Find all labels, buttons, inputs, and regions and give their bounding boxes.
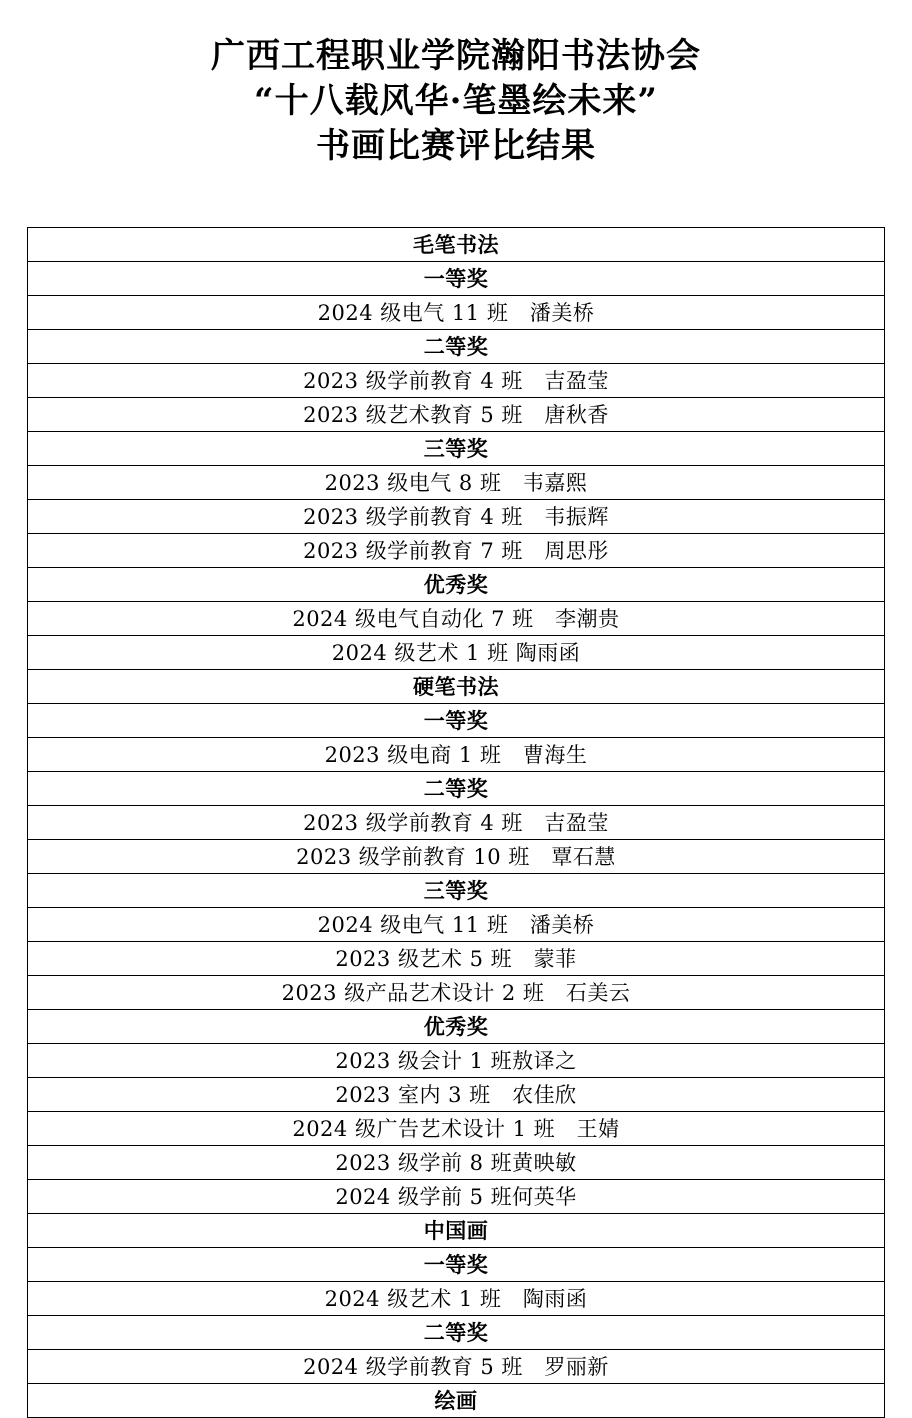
table-row	[28, 431, 885, 465]
table-row	[28, 329, 885, 363]
results-table	[27, 227, 885, 1418]
table-row	[28, 567, 885, 601]
award-heading-cell: 三等奖	[28, 873, 885, 907]
winner-entry-cell: 2024 级学前 5 班何英华	[28, 1179, 885, 1213]
table-row	[28, 737, 885, 771]
winner-entry-cell: 2024 级艺术 1 班 陶雨函	[28, 1281, 885, 1315]
winner-entry-cell: 2023 级会计 1 班敖译之	[28, 1043, 885, 1077]
table-row	[28, 941, 885, 975]
results-table-wrapper	[27, 169, 885, 1418]
table-row	[28, 1247, 885, 1281]
winner-entry-cell: 2023 级学前教育 10 班 覃石慧	[28, 839, 885, 873]
award-heading-cell: 一等奖	[28, 261, 885, 295]
category-heading-cell: 绘画	[28, 1383, 885, 1417]
winner-entry-cell: 2023 级学前教育 7 班 周思彤	[28, 533, 885, 567]
winner-entry-cell: 2024 级电气 11 班 潘美桥	[28, 295, 885, 329]
table-row	[28, 839, 885, 873]
table-row	[28, 1145, 885, 1179]
winner-entry-cell: 2023 室内 3 班 农佳欣	[28, 1077, 885, 1111]
award-heading-cell: 一等奖	[28, 1247, 885, 1281]
table-row	[28, 635, 885, 669]
award-heading-cell: 二等奖	[28, 1315, 885, 1349]
winner-entry-cell: 2024 级电气 11 班 潘美桥	[28, 907, 885, 941]
winner-entry-cell: 2023 级学前教育 4 班 韦振辉	[28, 499, 885, 533]
winner-entry-cell: 2023 级学前 8 班黄映敏	[28, 1145, 885, 1179]
table-row	[28, 771, 885, 805]
table-row	[28, 1179, 885, 1213]
table-row	[28, 1349, 885, 1383]
table-row	[28, 397, 885, 431]
table-row	[28, 703, 885, 737]
results-table-body	[28, 227, 885, 1417]
table-row	[28, 873, 885, 907]
table-row	[28, 1315, 885, 1349]
award-heading-cell: 优秀奖	[28, 1009, 885, 1043]
table-row	[28, 1213, 885, 1247]
table-row	[28, 1281, 885, 1315]
table-row	[28, 805, 885, 839]
winner-entry-cell: 2023 级电气 8 班 韦嘉熙	[28, 465, 885, 499]
table-row	[28, 1383, 885, 1417]
winner-entry-cell: 2024 级电气自动化 7 班 李潮贵	[28, 601, 885, 635]
winner-entry-cell: 2023 级电商 1 班 曹海生	[28, 737, 885, 771]
table-row	[28, 1111, 885, 1145]
category-heading-cell: 毛笔书法	[28, 227, 885, 261]
category-heading-cell: 中国画	[28, 1213, 885, 1247]
page-title	[76, 0, 836, 169]
winner-entry-cell: 2024 级广告艺术设计 1 班 王婧	[28, 1111, 885, 1145]
table-row	[28, 227, 885, 261]
award-heading-cell: 优秀奖	[28, 567, 885, 601]
winner-entry-cell: 2024 级学前教育 5 班 罗丽新	[28, 1349, 885, 1383]
winner-entry-cell: 2023 级学前教育 4 班 吉盈莹	[28, 805, 885, 839]
table-row	[28, 601, 885, 635]
table-row	[28, 363, 885, 397]
winner-entry-cell: 2023 级艺术教育 5 班 唐秋香	[28, 397, 885, 431]
winner-entry-cell: 2023 级学前教育 4 班 吉盈莹	[28, 363, 885, 397]
winner-entry-cell: 2023 级艺术 5 班 蒙菲	[28, 941, 885, 975]
award-heading-cell: 一等奖	[28, 703, 885, 737]
table-row	[28, 533, 885, 567]
title-line-2: “十八载风华·笔墨绘未来”	[254, 80, 658, 121]
table-row	[28, 499, 885, 533]
table-row	[28, 465, 885, 499]
award-heading-cell: 二等奖	[28, 329, 885, 363]
category-heading-cell: 硬笔书法	[28, 669, 885, 703]
award-heading-cell: 二等奖	[28, 771, 885, 805]
table-row	[28, 669, 885, 703]
table-row	[28, 261, 885, 295]
title-line-1: 广西工程职业学院瀚阳书法协会	[211, 36, 701, 76]
table-row	[28, 1009, 885, 1043]
table-row	[28, 1043, 885, 1077]
winner-entry-cell: 2023 级产品艺术设计 2 班 石美云	[28, 975, 885, 1009]
table-row	[28, 1077, 885, 1111]
table-row	[28, 907, 885, 941]
winner-entry-cell: 2024 级艺术 1 班 陶雨函	[28, 635, 885, 669]
title-line-3: 书画比赛评比结果	[316, 125, 596, 166]
table-row	[28, 975, 885, 1009]
award-heading-cell: 三等奖	[28, 431, 885, 465]
table-row	[28, 295, 885, 329]
